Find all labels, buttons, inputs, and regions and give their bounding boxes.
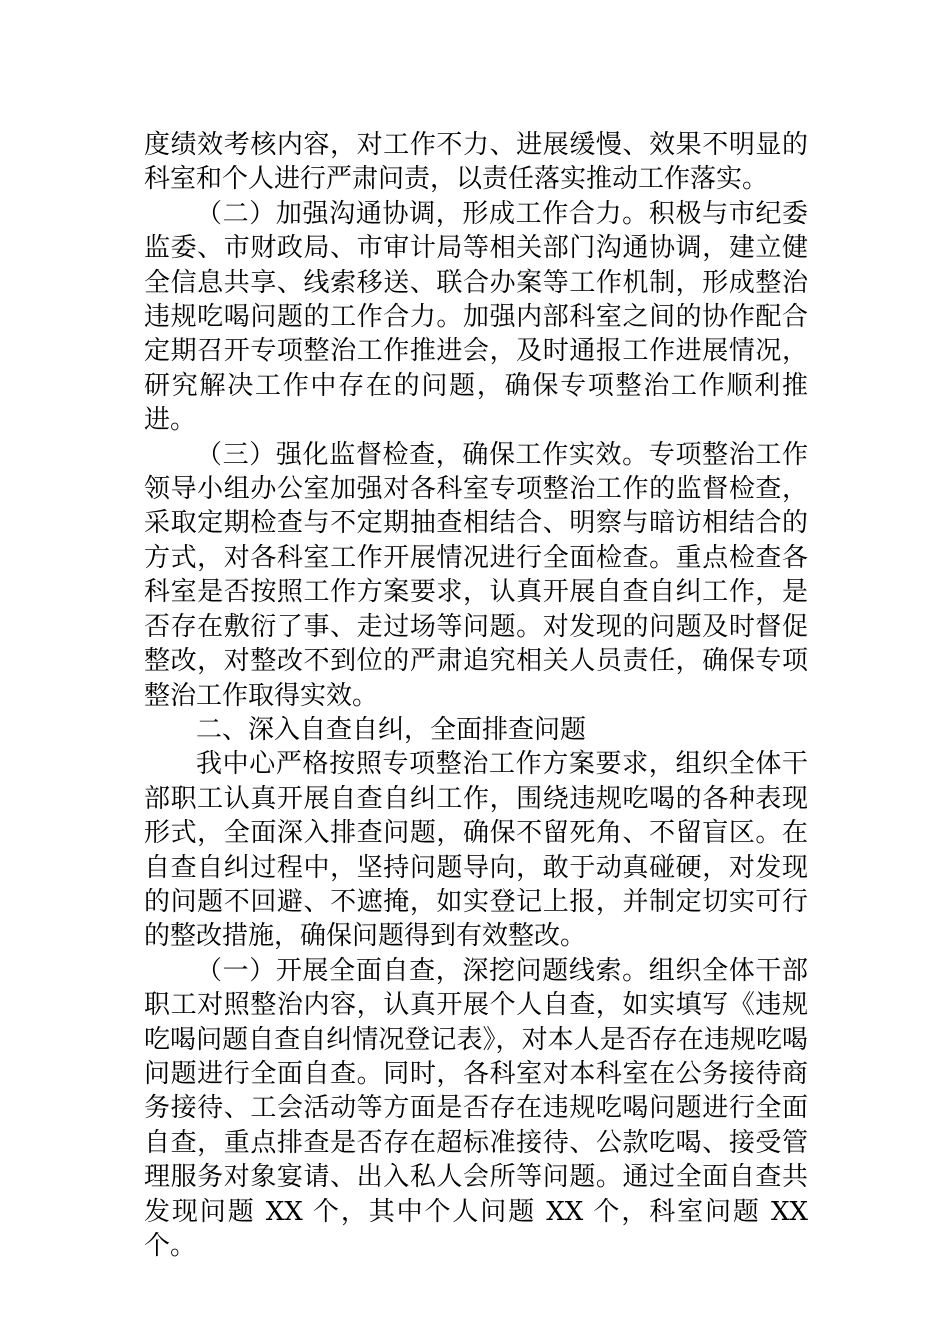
document-body [144,128,808,1263]
paragraph-intro: 我中心严格按照专项整治工作方案要求，组织全体干部职工认真开展自查自纠工作，围绕违规吃喝的各种表现形式，全面深入排查问题，确保不留死角、不留盲区。在自查自纠过程中，坚持问题导向，敢于动真碰硬，对发现的问题不回避、不遮掩，如实登记上报，并制定切实可行的整改措施，确保问题得到有效整改。 [144,749,808,952]
paragraph-section-3: （三）强化监督检查，确保工作实效。专项整治工作领导小组办公室加强对各科室专项整治工作的监督检查，采取定期检查与不定期抽查相结合、明察与暗访相结合的方式，对各科室工作开展情况进行全面检查。重点检查各科室是否按照工作方案要求，认真开展自查自纠工作，是否存在敷衍了事、走过场等问题。对发现的问题及时督促整改，对整改不到位的严肃追究相关人员责任，确保专项整治工作取得实效。 [144,439,808,711]
paragraph-section-2: （二）加强沟通协调，形成工作合力。积极与市纪委监委、市财政局、市审计局等相关部门沟通协调，建立健全信息共享、线索移送、联合办案等工作机制，形成整治违规吃喝问题的工作合力。加强内部科室之间的协作配合定期召开专项整治工作推进会，及时通报工作进展情况，研究解决工作中存在的问题，确保专项整治工作顺利推进。 [144,198,808,436]
paragraph-subsection-1: （一）开展全面自查，深挖问题线索。组织全体干部职工对照整治内容，认真开展个人自查，如实填写《违规吃喝问题自查自纠情况登记表》，对本人是否存在违规吃喝问题进行全面自查。同时，各科室对本科室在公务接待商务接待、工会活动等方面是否存在违规吃喝问题进行全面自查，重点排查是否存在超标准接待、公款吃喝、接受管理服务对象宴请、出入私人会所等问题。通过全面自查共发现问题 XX 个，其中个人问题 XX 个，科室问题 XX 个。 [144,955,808,1261]
paragraph-continued: 度绩效考核内容，对工作不力、进展缓慢、效果不明显的科室和个人进行严肃问责，以责任落实推动工作落实。 [144,130,808,195]
section-heading: 二、深入自查自纠，全面排查问题 [196,714,587,745]
